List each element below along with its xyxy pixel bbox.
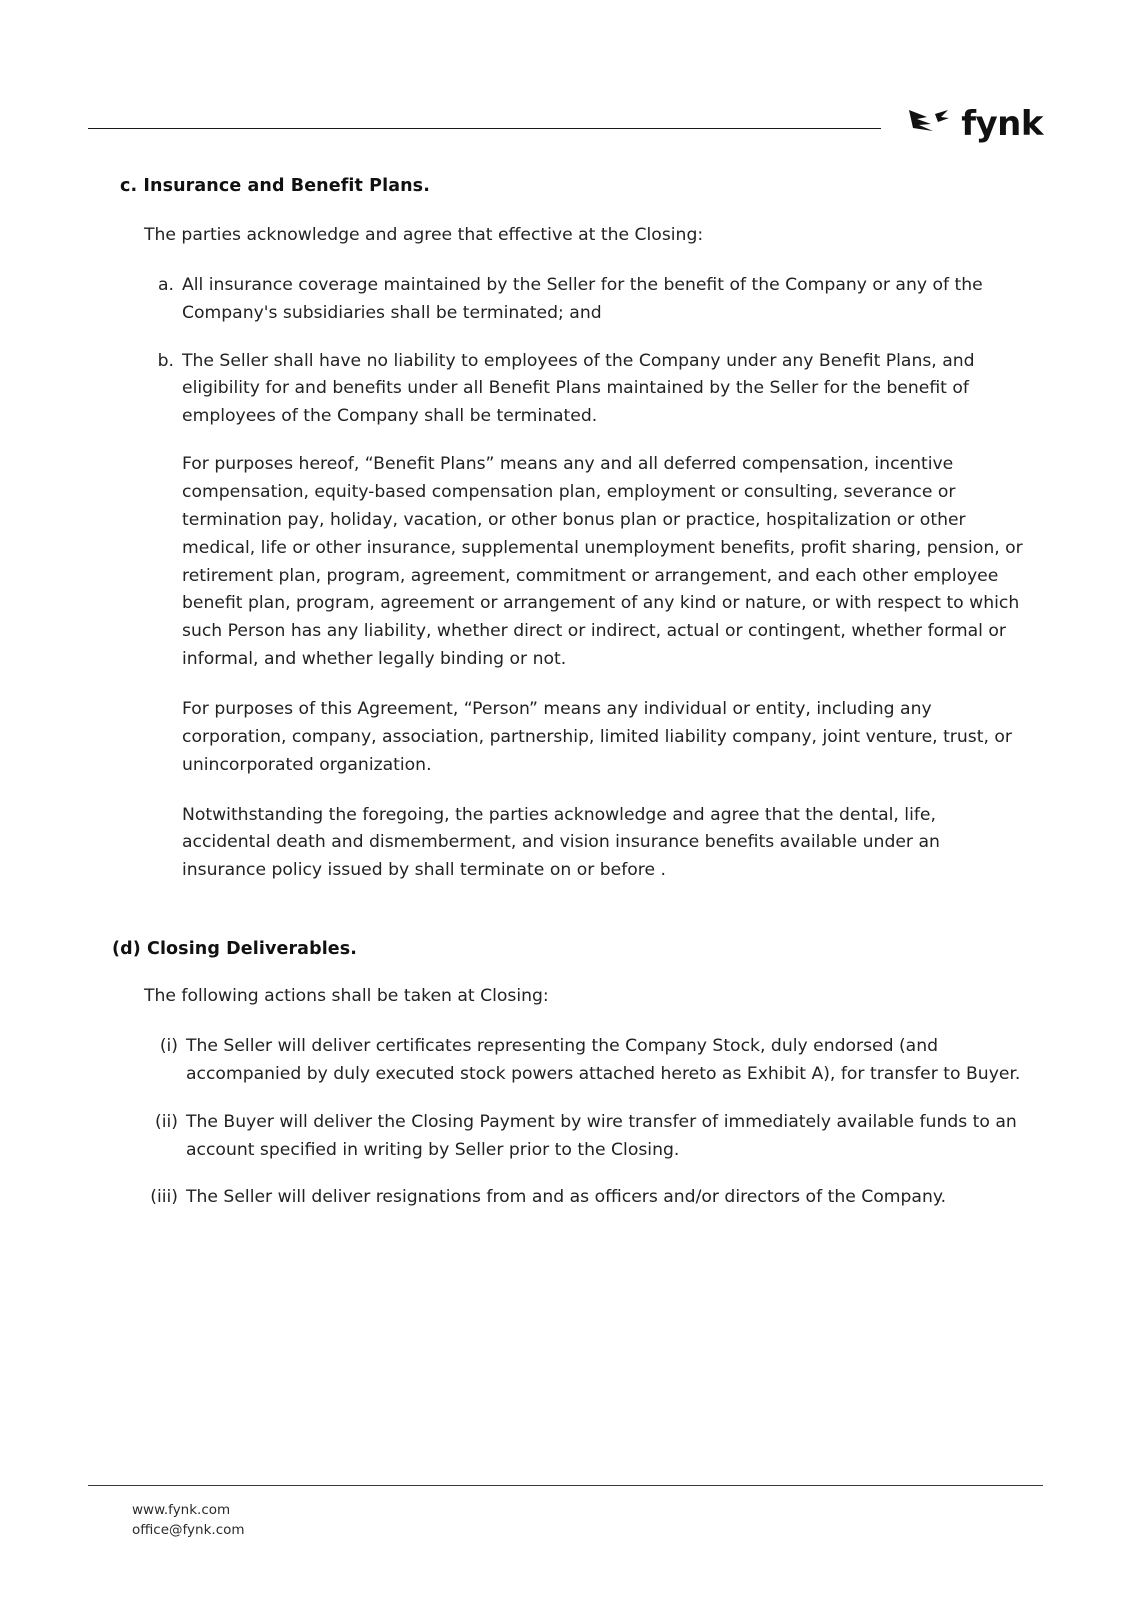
list-item — [88, 1184, 1043, 1212]
list-item — [88, 272, 1043, 328]
notwithstanding-paragraph: Notwithstanding the foregoing, the parties acknowledge and agree that the dental, life, accidental death and dismemberment, and vision insurance benefits available under an insurance policy issued by shall terminate on or before . — [182, 804, 940, 881]
list-marker: (i) — [159, 1036, 178, 1057]
footer-contact — [88, 1500, 1043, 1541]
footer-website[interactable]: www.fynk.com — [132, 1501, 231, 1518]
list-marker: (iii) — [150, 1187, 178, 1208]
header-divider — [88, 128, 881, 129]
document-body — [88, 176, 1043, 1232]
section-intro-closing: The following actions shall be taken at Closing: — [144, 986, 549, 1007]
list-item-text: The Seller will deliver certificates representing the Company Stock, duly endorsed (and accompanied by duly executed stock powers attached hereto as Exhibit A), for transfer to Buyer. — [186, 1036, 1021, 1084]
footer-divider — [88, 1485, 1043, 1486]
brand-logo — [907, 104, 1043, 144]
footer-email[interactable]: office@fynk.com — [132, 1521, 245, 1538]
list-item — [88, 348, 1043, 432]
section-intro-insurance: The parties acknowledge and agree that effective at the Closing: — [144, 225, 704, 245]
page-footer — [88, 1485, 1043, 1541]
list-marker: b. — [157, 350, 174, 371]
list-item-text: All insurance coverage maintained by the Seller for the benefit of the Company or any of the Company's subsidiaries shall be terminated; and — [182, 274, 983, 323]
list-marker: (ii) — [155, 1111, 178, 1132]
fynk-bird-logo-icon — [907, 104, 951, 144]
list-item — [88, 1109, 1043, 1165]
section-heading-closing-deliverables: (d) Closing Deliverables. — [112, 939, 358, 960]
list-marker: a. — [158, 274, 174, 295]
section-heading-insurance: c. Insurance and Benefit Plans. — [120, 176, 430, 196]
definition-benefit-plans: For purposes hereof, “Benefit Plans” means any and all deferred compensation, incentive compensation, equity-based compensation plan, employment or consulting, severance or termination pay, holiday, vacation, or other bonus plan or practice, hospitalization or other medical, life or other insurance, supplemental unemployment benefits, profit sharing, pension, or retirement plan, program, agreement, commitment or arrangement, and each other employee benefit plan, program, agreement or arrangement of any kind or nature, or with respect to which such Person has any liability, whether direct or indirect, actual or contingent, whether formal or informal, and whether legally binding or not. — [182, 454, 1023, 670]
page-header — [88, 98, 1043, 158]
brand-name: fynk — [961, 104, 1043, 144]
list-item-text: The Seller shall have no liability to employees of the Company under any Benefit Plans, and eligibility for and benefits under all Benefit Plans maintained by the Seller for the benefit of employees of the Company shall be terminated. — [182, 350, 975, 427]
definition-person: For purposes of this Agreement, “Person” means any individual or entity, including any corporation, company, association, partnership, limited liability company, joint venture, trust, or unincorporated organization. — [182, 699, 1012, 775]
list-item-text: The Buyer will deliver the Closing Payment by wire transfer of immediately available funds to an account specified in writing by Seller prior to the Closing. — [186, 1111, 1017, 1160]
list-item — [88, 1033, 1043, 1089]
list-item-text: The Seller will deliver resignations from and as officers and/or directors of the Company. — [186, 1187, 947, 1208]
